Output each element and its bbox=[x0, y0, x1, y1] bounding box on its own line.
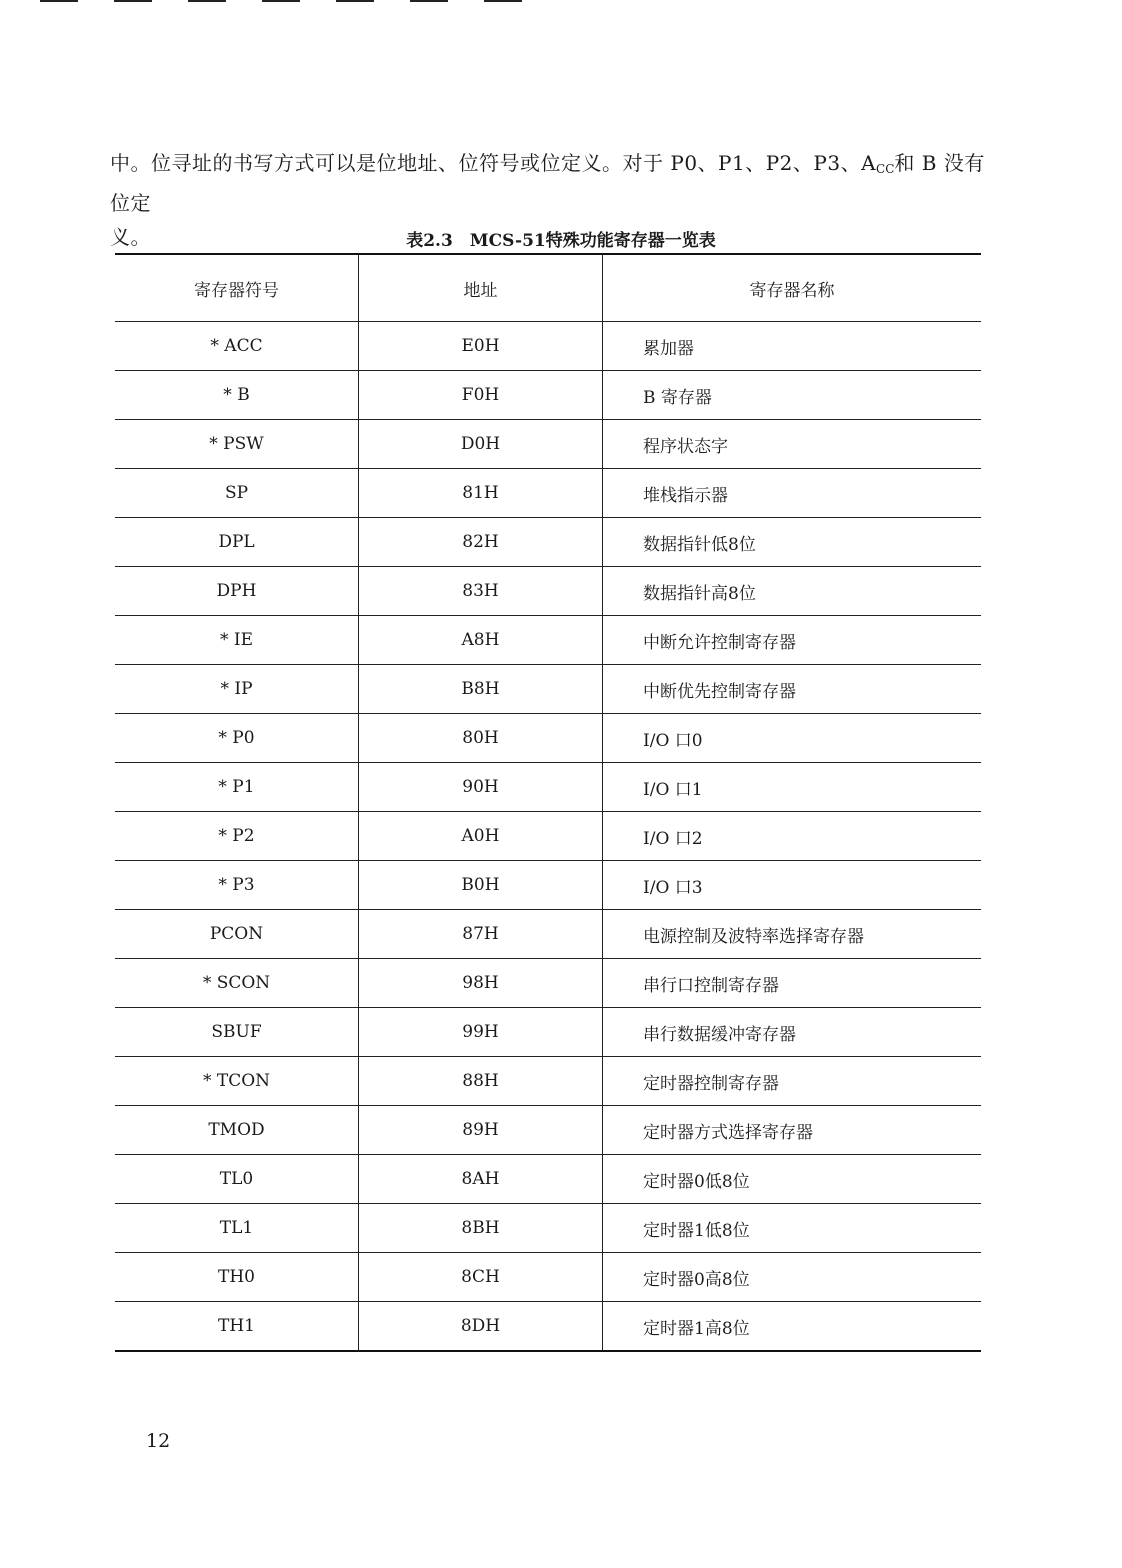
cell-address: A0H bbox=[359, 812, 603, 861]
intro-line1-after: 和 B 没有位定 bbox=[110, 151, 985, 215]
table-row bbox=[115, 1057, 981, 1106]
cell-address: B0H bbox=[359, 861, 603, 910]
table-row bbox=[115, 959, 981, 1008]
table-row bbox=[115, 1302, 981, 1352]
table-row bbox=[115, 420, 981, 469]
table-row bbox=[115, 1155, 981, 1204]
cell-register-symbol: * TCON bbox=[115, 1057, 359, 1106]
cell-register-name: 定时器0高8位 bbox=[603, 1253, 982, 1302]
cell-register-symbol: SBUF bbox=[115, 1008, 359, 1057]
header-address: 地址 bbox=[359, 254, 603, 322]
header-register-symbol: 寄存器符号 bbox=[115, 254, 359, 322]
cell-register-name: 累加器 bbox=[603, 322, 982, 371]
cell-register-name: 定时器1低8位 bbox=[603, 1204, 982, 1253]
table-row bbox=[115, 567, 981, 616]
table-caption: 表2.3 MCS-51特殊功能寄存器一览表 bbox=[406, 231, 716, 251]
cell-register-name: 电源控制及波特率选择寄存器 bbox=[603, 910, 982, 959]
cell-register-symbol: DPL bbox=[115, 518, 359, 567]
cell-address: F0H bbox=[359, 371, 603, 420]
cell-address: 89H bbox=[359, 1106, 603, 1155]
cell-address: 8DH bbox=[359, 1302, 603, 1352]
cell-address: 83H bbox=[359, 567, 603, 616]
table-row bbox=[115, 861, 981, 910]
table-row bbox=[115, 1106, 981, 1155]
cell-register-name: 串行数据缓冲寄存器 bbox=[603, 1008, 982, 1057]
header-register-name: 寄存器名称 bbox=[603, 254, 982, 322]
cell-register-symbol: * SCON bbox=[115, 959, 359, 1008]
cell-address: 88H bbox=[359, 1057, 603, 1106]
cell-register-symbol: * P0 bbox=[115, 714, 359, 763]
cell-address: 98H bbox=[359, 959, 603, 1008]
cell-register-symbol: * IP bbox=[115, 665, 359, 714]
intro-line2: 义。 bbox=[110, 225, 151, 249]
cell-register-symbol: TL0 bbox=[115, 1155, 359, 1204]
cell-register-name: 程序状态字 bbox=[603, 420, 982, 469]
cell-register-name: 中断允许控制寄存器 bbox=[603, 616, 982, 665]
cell-register-name: 数据指针高8位 bbox=[603, 567, 982, 616]
cell-register-name: 中断优先控制寄存器 bbox=[603, 665, 982, 714]
table-row bbox=[115, 910, 981, 959]
cell-address: E0H bbox=[359, 322, 603, 371]
cell-register-symbol: * B bbox=[115, 371, 359, 420]
cell-register-symbol: * IE bbox=[115, 616, 359, 665]
cell-register-symbol: SP bbox=[115, 469, 359, 518]
table-row bbox=[115, 714, 981, 763]
cell-register-symbol: * P1 bbox=[115, 763, 359, 812]
cell-register-name: 串行口控制寄存器 bbox=[603, 959, 982, 1008]
cell-address: 87H bbox=[359, 910, 603, 959]
cell-register-symbol: TL1 bbox=[115, 1204, 359, 1253]
cell-register-symbol: * PSW bbox=[115, 420, 359, 469]
cell-register-name: I/O 口2 bbox=[603, 812, 982, 861]
cell-address: 99H bbox=[359, 1008, 603, 1057]
cell-register-symbol: * P2 bbox=[115, 812, 359, 861]
cell-address: 90H bbox=[359, 763, 603, 812]
cell-register-name: 数据指针低8位 bbox=[603, 518, 982, 567]
cell-register-name: 定时器控制寄存器 bbox=[603, 1057, 982, 1106]
table-row bbox=[115, 518, 981, 567]
cell-address: 8AH bbox=[359, 1155, 603, 1204]
cell-address: 80H bbox=[359, 714, 603, 763]
cell-address: 8CH bbox=[359, 1253, 603, 1302]
header-dashes bbox=[40, 0, 520, 6]
cell-address: 81H bbox=[359, 469, 603, 518]
table-row bbox=[115, 1008, 981, 1057]
intro-subscript: CC bbox=[876, 162, 895, 176]
table-row bbox=[115, 665, 981, 714]
cell-address: A8H bbox=[359, 616, 603, 665]
cell-register-symbol: * ACC bbox=[115, 322, 359, 371]
table-row bbox=[115, 616, 981, 665]
cell-register-name: I/O 口3 bbox=[603, 861, 982, 910]
cell-address: D0H bbox=[359, 420, 603, 469]
intro-line1-before: 中。位寻址的书写方式可以是位地址、位符号或位定义。对于 P0、P1、P2、P3、A bbox=[110, 151, 877, 175]
cell-address: B8H bbox=[359, 665, 603, 714]
cell-register-name: 定时器方式选择寄存器 bbox=[603, 1106, 982, 1155]
table-row bbox=[115, 1253, 981, 1302]
page-number: 12 bbox=[146, 1430, 171, 1452]
cell-register-name: I/O 口0 bbox=[603, 714, 982, 763]
table-row bbox=[115, 322, 981, 371]
cell-register-name: I/O 口1 bbox=[603, 763, 982, 812]
cell-register-name: B 寄存器 bbox=[603, 371, 982, 420]
cell-register-symbol: PCON bbox=[115, 910, 359, 959]
cell-register-name: 堆栈指示器 bbox=[603, 469, 982, 518]
table-header-row bbox=[115, 254, 981, 322]
table-row bbox=[115, 1204, 981, 1253]
cell-register-symbol: TH1 bbox=[115, 1302, 359, 1352]
table-row bbox=[115, 469, 981, 518]
table-row bbox=[115, 763, 981, 812]
cell-address: 8BH bbox=[359, 1204, 603, 1253]
cell-register-symbol: DPH bbox=[115, 567, 359, 616]
cell-register-name: 定时器0低8位 bbox=[603, 1155, 982, 1204]
table-row bbox=[115, 812, 981, 861]
sfr-table-container bbox=[115, 253, 981, 1352]
sfr-table bbox=[115, 253, 981, 1352]
cell-register-symbol: TH0 bbox=[115, 1253, 359, 1302]
cell-register-name: 定时器1高8位 bbox=[603, 1302, 982, 1352]
cell-register-symbol: * P3 bbox=[115, 861, 359, 910]
cell-address: 82H bbox=[359, 518, 603, 567]
cell-register-symbol: TMOD bbox=[115, 1106, 359, 1155]
table-row bbox=[115, 371, 981, 420]
